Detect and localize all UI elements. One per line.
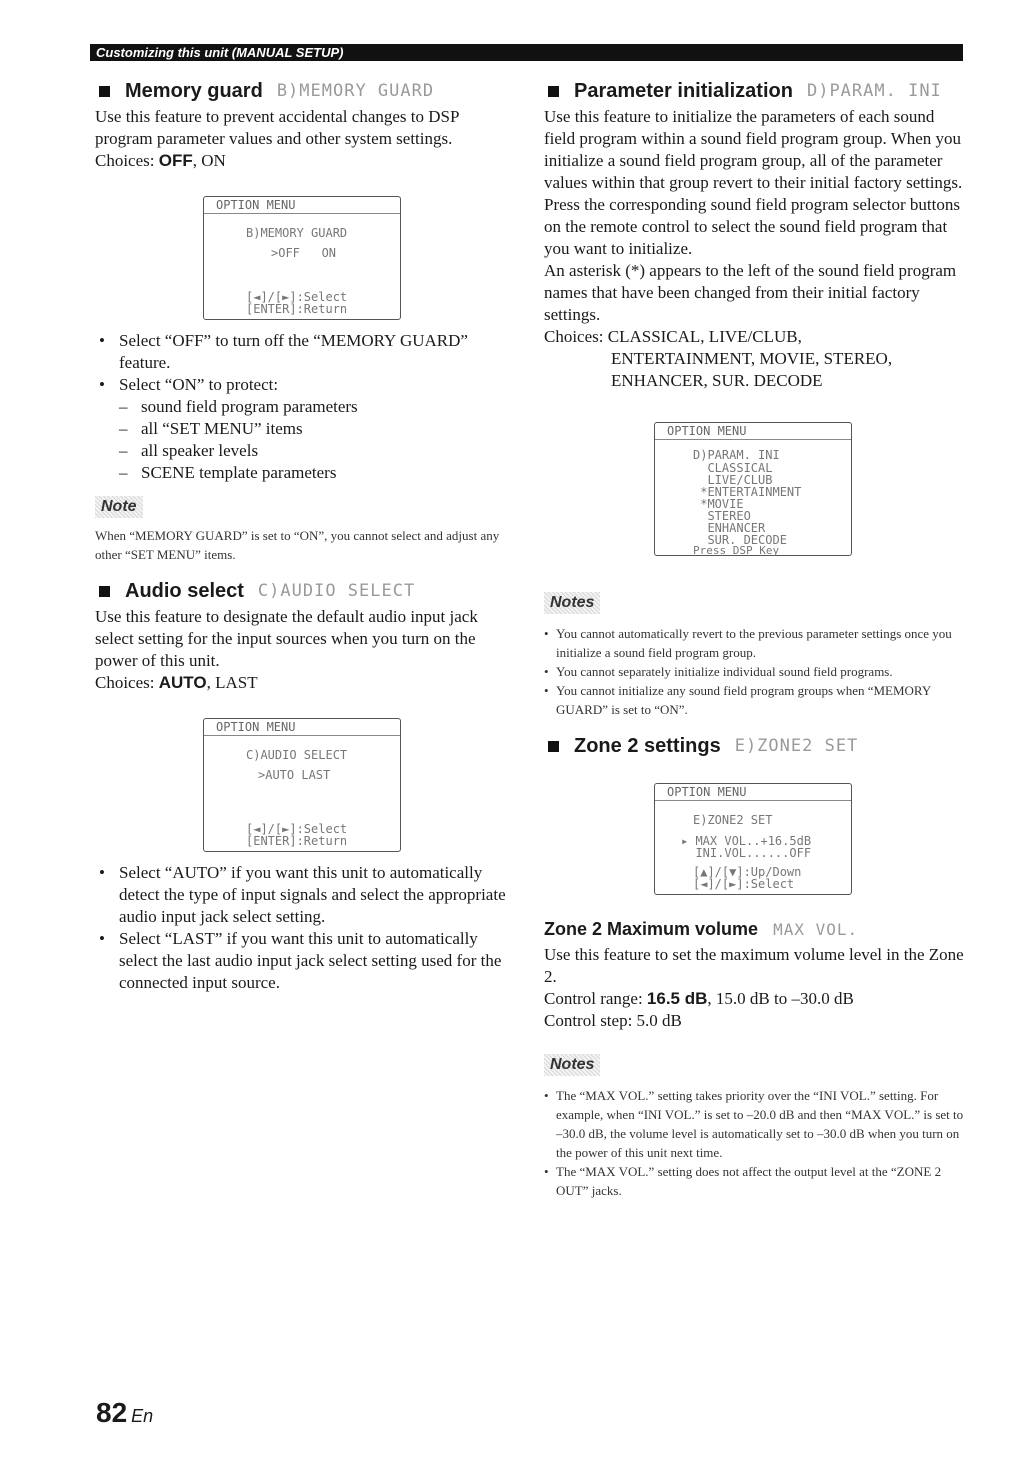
choices-rest: , LAST [206, 673, 258, 692]
screen-line: [ENTER]:Return [246, 834, 348, 848]
range-prefix: Control range: [544, 989, 647, 1008]
memory-guard-screen [203, 196, 401, 320]
notes-badge: Notes [544, 1054, 600, 1076]
screen-item: CLASSICAL [693, 461, 773, 475]
param-init-title: Parameter initialization [574, 80, 793, 102]
choices-default: AUTO [158, 673, 207, 692]
list-item: – sound field program parameters [95, 396, 510, 418]
page-number [96, 1397, 153, 1429]
notes-badge: Notes [544, 592, 600, 614]
screen-line: B)MEMORY GUARD [246, 226, 348, 240]
square-bullet-icon [548, 86, 559, 97]
memory-guard-note [95, 496, 510, 564]
page-number-value: 82 [96, 1397, 128, 1428]
screen-item: SUR. DECODE [693, 533, 787, 547]
screen-footer: Press DSP Key [693, 544, 780, 557]
param-init-desc2: Press the corresponding sound field program selector buttons on the remote control to select the sound field program that you want to initialize. [544, 195, 960, 258]
audio-select-heading [95, 578, 510, 604]
choices-default: OFF [158, 151, 193, 170]
range-default: 16.5 dB [646, 989, 708, 1008]
param-init-notes [544, 592, 964, 719]
screen-line: >OFF ON [271, 246, 337, 260]
memory-guard-choices [95, 150, 510, 172]
audio-select-title: Audio select [125, 580, 244, 602]
audio-select-screen [203, 718, 401, 852]
screen-line: >AUTO LAST [258, 768, 331, 782]
param-init-choices-2: ENTERTAINMENT, MOVIE, STEREO, [611, 349, 893, 368]
section-header-title: Customizing this unit (MANUAL SETUP) [96, 45, 344, 60]
screen-item: LIVE/CLUB [693, 473, 773, 487]
list-item: • You cannot initialize any sound field program groups when “MEMORY GUARD” is set to “ON”. [544, 681, 964, 719]
audio-select-bullets [95, 862, 510, 994]
screen-line: C)AUDIO SELECT [246, 748, 348, 762]
screen-line: INI.VOL......OFF [681, 846, 812, 860]
audio-select-choices [95, 672, 510, 694]
screen-item: ENHANCER [693, 521, 766, 535]
note-badge: Note [95, 496, 143, 518]
screen-title: OPTION MENU [655, 423, 851, 440]
audio-select-desc: Use this feature to designate the default audio input jack select setting for the input sources when you turn on the power of this unit. [95, 607, 478, 670]
left-column [95, 78, 510, 994]
square-bullet-icon [99, 86, 110, 97]
screen-line: [ENTER]:Return [246, 302, 348, 316]
param-init-screen [654, 422, 852, 556]
list-item-text: Select “ON” to protect: [119, 375, 279, 394]
zone2-lcd: E)ZONE2 SET [734, 736, 859, 756]
list-item: • You cannot separately initialize individual sound field programs. [544, 662, 964, 681]
screen-line: D)PARAM. INI [693, 448, 780, 462]
screen-item: *MOVIE [693, 497, 744, 511]
param-init-choices-1: Choices: CLASSICAL, LIVE/CLUB, [544, 327, 802, 346]
screen-title: OPTION MENU [655, 784, 851, 801]
list-item: • You cannot automatically revert to the previous parameter settings once you initialize a sound field program group. [544, 624, 964, 662]
zone2-maxvol-desc: Use this feature to set the maximum volume level in the Zone 2. [544, 945, 964, 986]
screen-item: *ENTERTAINMENT [693, 485, 802, 499]
choices-prefix: Choices: [95, 151, 159, 170]
square-bullet-icon [99, 586, 110, 597]
list-item: – all speaker levels [95, 440, 510, 462]
page-language: En [131, 1406, 154, 1426]
screen-title: OPTION MENU [204, 719, 400, 736]
param-init-desc3: An asterisk (*) appears to the left of the sound field program names that have been changed from their initial factory settings. [544, 261, 957, 324]
notes-list [544, 1086, 964, 1200]
note-text: When “MEMORY GUARD” is set to “ON”, you cannot select and adjust any other “SET MENU” items. [95, 528, 500, 562]
zone2-step: Control step: 5.0 dB [544, 1011, 682, 1030]
audio-select-lcd: C)AUDIO SELECT [257, 581, 416, 601]
memory-guard-bullets [95, 330, 510, 484]
zone2-maxvol-title: Zone 2 Maximum volume [544, 919, 759, 939]
param-init-heading [544, 78, 964, 104]
screen-line: [◄]/[►]:Select [246, 290, 348, 304]
memory-guard-heading [95, 78, 510, 104]
screen-line: [◄]/[►]:Select [693, 877, 795, 891]
screen-line: E)ZONE2 SET [693, 813, 773, 827]
zone2-range [544, 988, 964, 1010]
list-item: – all “SET MENU” items [95, 418, 510, 440]
zone2-screen [654, 783, 852, 895]
param-init-choices-3: ENHANCER, SUR. DECODE [611, 371, 823, 390]
protect-list [95, 396, 510, 484]
list-item: • Select “OFF” to turn off the “MEMORY GUARD” feature. [95, 330, 510, 374]
zone2-notes [544, 1054, 964, 1200]
screen-line: [▲]/[▼]:Up/Down [693, 865, 802, 879]
screen-item: STEREO [693, 509, 751, 523]
param-init-desc1: Use this feature to initialize the parameters of each sound field program within a sound field program group. When you initialize a sound field program group, all of the parameter values within that group revert to their initial factory settings. [544, 107, 963, 192]
zone2-title: Zone 2 settings [574, 735, 721, 757]
list-item: • Select “LAST” if you want this unit to automatically select the last audio input jack select setting used for the connected input source. [95, 928, 510, 994]
zone2-heading [544, 733, 964, 759]
param-init-lcd: D)PARAM. INI [806, 81, 942, 101]
section-header-bar [90, 44, 963, 61]
memory-guard-lcd: B)MEMORY GUARD [276, 81, 435, 101]
square-bullet-icon [548, 741, 559, 752]
notes-list [544, 624, 964, 719]
memory-guard-desc: Use this feature to prevent accidental changes to DSP program parameter values and other system settings. [95, 107, 459, 148]
list-item: • The “MAX VOL.” setting takes priority over the “INI VOL.” setting. For example, when “INI VOL.” is set to –20.0 dB and then “MAX VOL.” is set to –30.0 dB, the volume level is automatically set to –30.0 dB when you turn on the power of this unit next time. [544, 1086, 964, 1162]
right-column [544, 78, 964, 1200]
range-rest: , 15.0 dB to –30.0 dB [707, 989, 854, 1008]
zone2-maxvol-lcd: MAX VOL. [773, 920, 859, 939]
list-item [95, 374, 510, 484]
choices-prefix: Choices: [95, 673, 159, 692]
memory-guard-title: Memory guard [125, 80, 263, 102]
screen-title: OPTION MENU [204, 197, 400, 214]
choices-rest: , ON [192, 151, 226, 170]
list-item: – SCENE template parameters [95, 462, 510, 484]
screen-line: [◄]/[►]:Select [246, 822, 348, 836]
list-item: • Select “AUTO” if you want this unit to automatically detect the type of input signals and select the appropriate audio input jack select setting. [95, 862, 510, 928]
list-item: • The “MAX VOL.” setting does not affect the output level at the “ZONE 2 OUT” jacks. [544, 1162, 964, 1200]
zone2-maxvol-heading [544, 917, 964, 942]
screen-line: ▸ MAX VOL..+16.5dB [681, 834, 812, 848]
